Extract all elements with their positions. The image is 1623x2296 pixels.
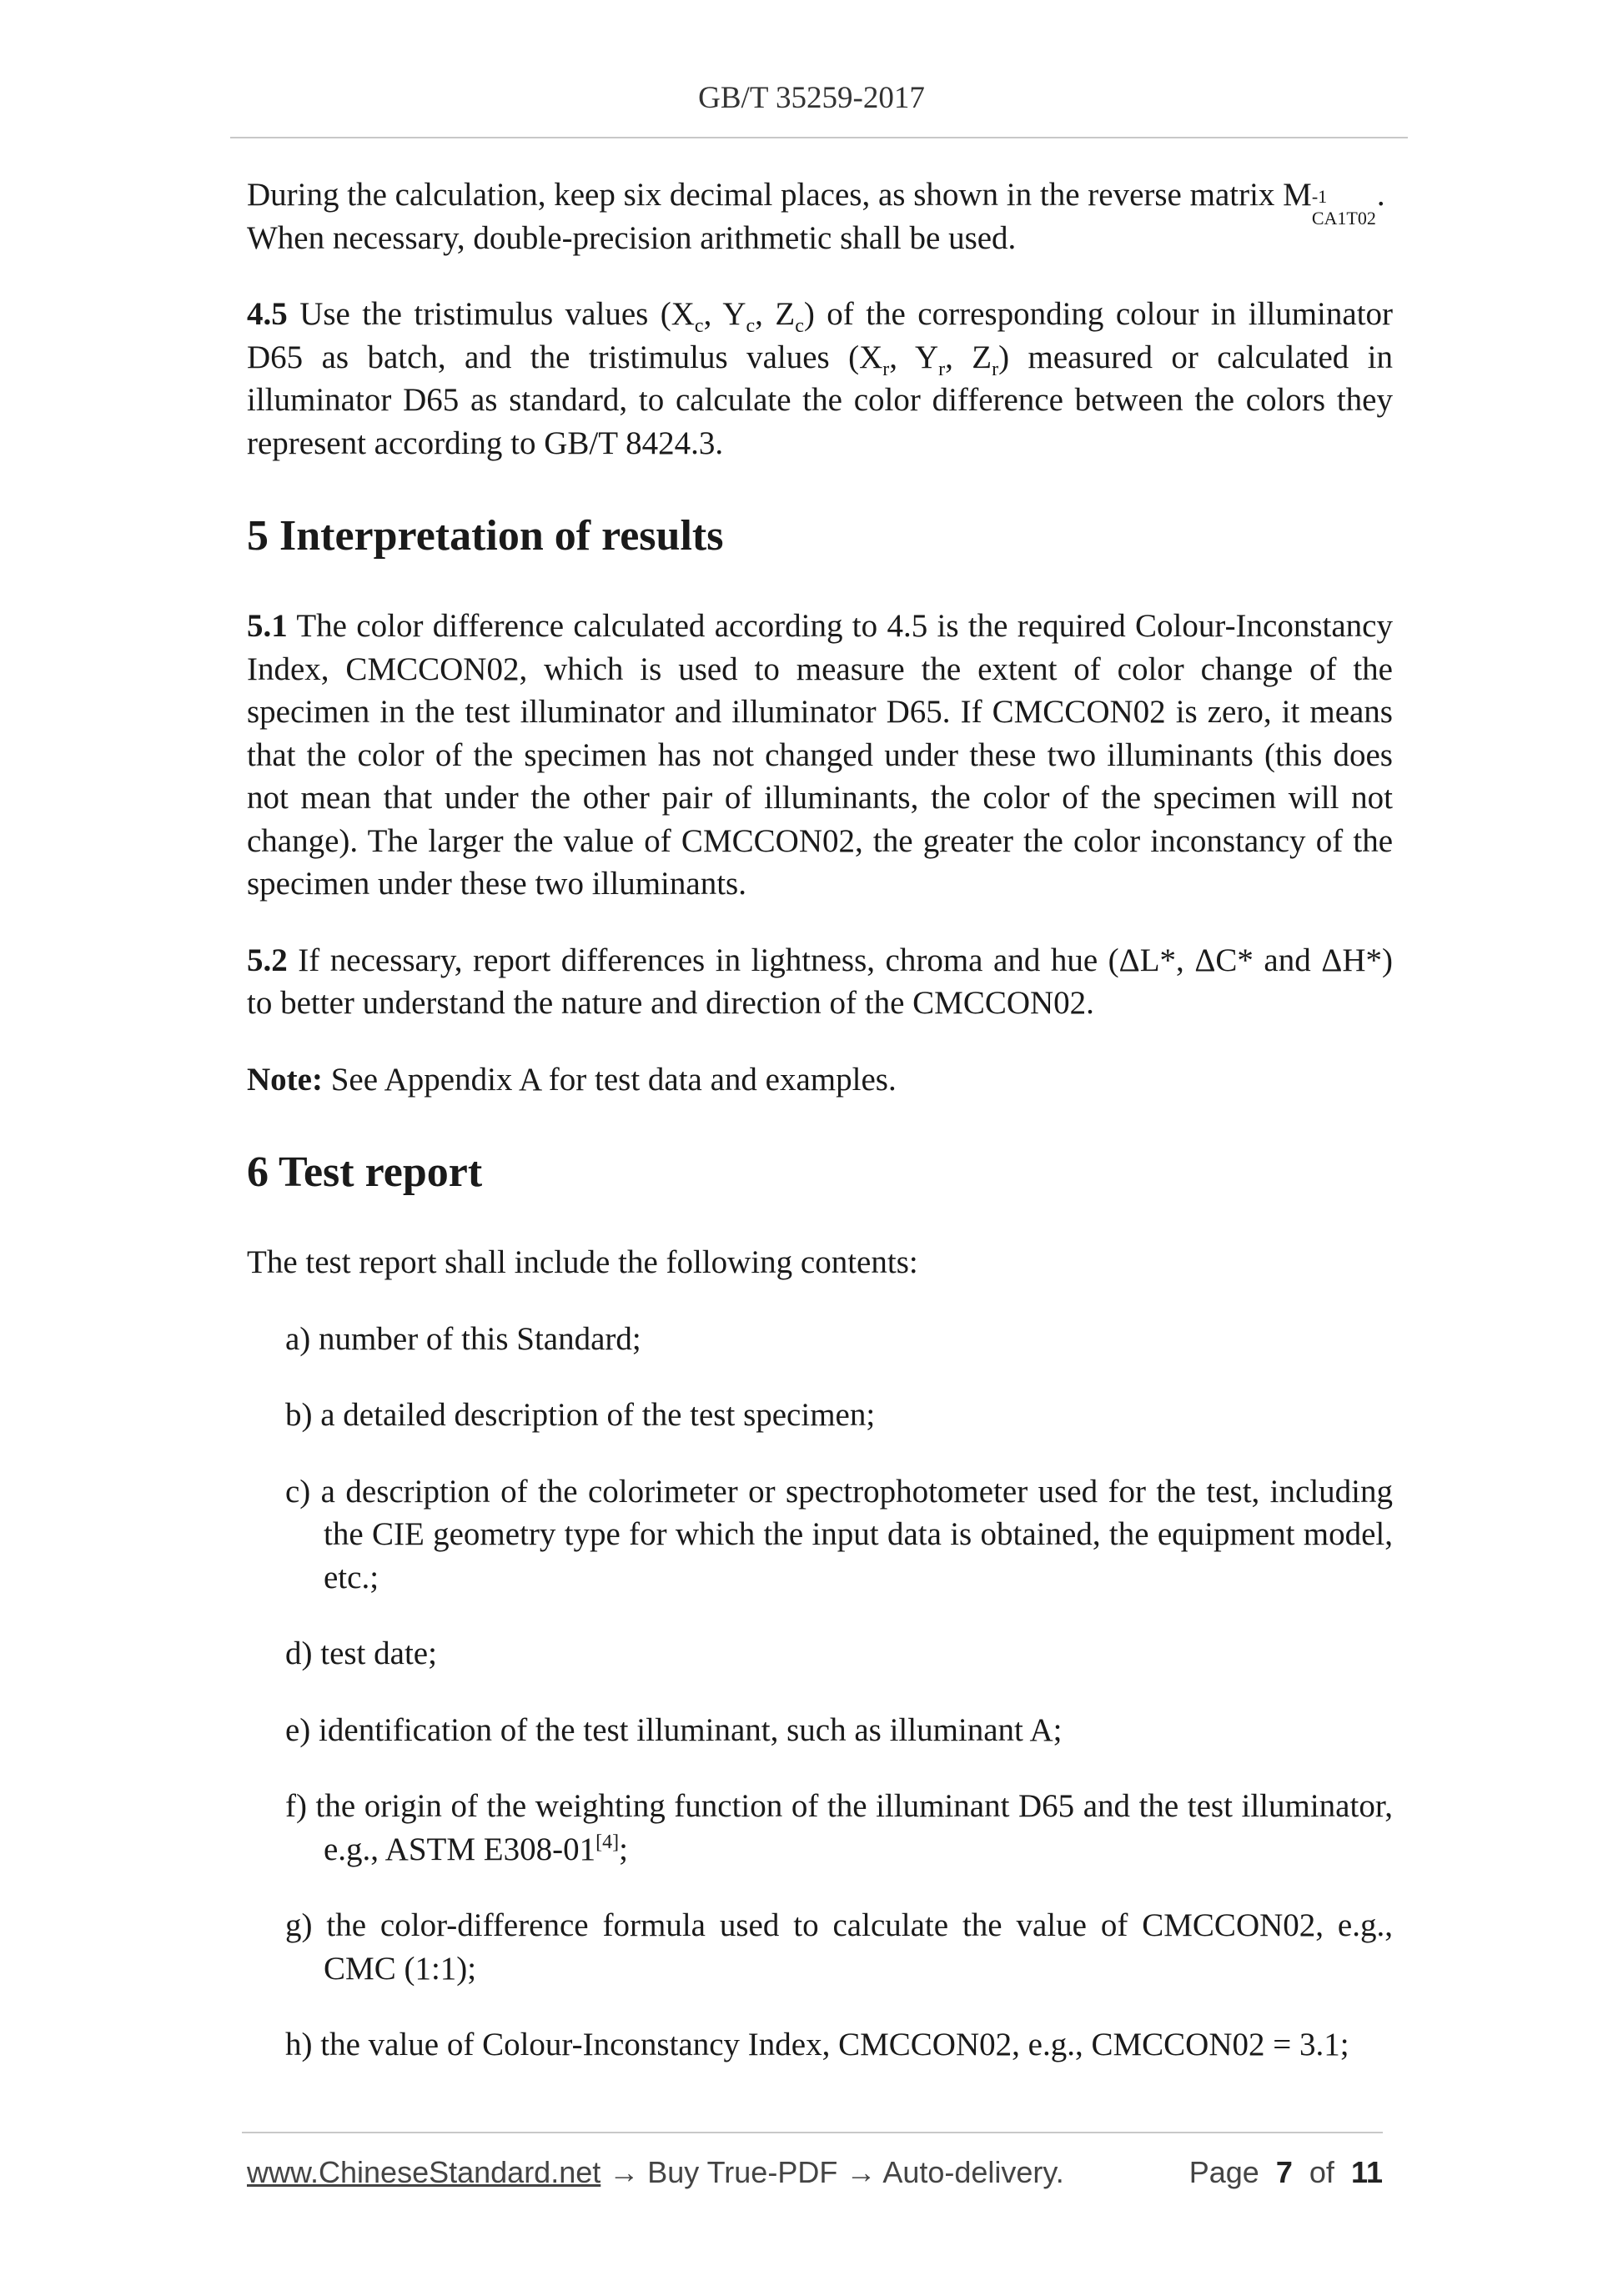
clause-number: 5.2 [247, 942, 288, 978]
subscript: c [746, 314, 756, 337]
reference-superscript: [4] [595, 1831, 620, 1853]
matrix-superscript: -1 [1311, 186, 1328, 207]
footer-left [247, 2155, 1064, 2190]
text-run: ) measured or calculated in illuminator D65 as standard, to calculate the color difference between the colors they represent according to GB/T 8424.3. [247, 339, 1394, 461]
calc-line2: When necessary, double-precision arithmetic shall be used. [247, 219, 1017, 256]
list-item: h) the value of Colour-Inconstancy Index, CMCCON02, e.g., CMCCON02 = 3.1; [285, 2027, 1349, 2062]
section-6-intro: The test report shall include the following contents: [247, 1244, 918, 1280]
paragraph-4-5 [247, 293, 1393, 465]
section-5-heading: 5 Interpretation of results [247, 512, 724, 560]
text-run: ) of the corresponding colour in illuminator D65 as batch, and the tristimulus values (X [247, 296, 1394, 375]
note-label: Note: [247, 1061, 323, 1098]
list-item: c) a description of the colorimeter or spectrophotometer used for the test, including the CIE geometry type for which the input data is obtained, the equipment model, etc.; [285, 1473, 1393, 1595]
list-item: d) test date; [285, 1635, 437, 1671]
page-total: 11 [1350, 2155, 1383, 2189]
text-run: f) the origin of the weighting function of the illuminant D65 and the test illuminator, e.g., ASTM E308-01 [285, 1788, 1393, 1867]
note-text: See Appendix A for test data and examples. [322, 1061, 897, 1098]
subscript: r [992, 358, 999, 380]
text-run: ; [619, 1831, 628, 1867]
page-label: Page [1188, 2155, 1259, 2189]
text-run: The color difference calculated according to 4.5 is the required Colour-Inconstancy Index, CMCCON02, which is used to measure the extent of color change of the specimen in the test illuminator and illuminator D65. If CMCCON02 is zero, it means that the color of the specimen has not changed under these two illuminants (this does not mean that under the other pair of illuminants, the color of the specimen will not change). The larger the value of CMCCON02, the greater the color inconstancy of the specimen under these two illuminants. [247, 608, 1393, 902]
list-item: b) a detailed description of the test specimen; [285, 1397, 876, 1433]
subscript: r [882, 358, 890, 380]
text-run: , Z [945, 339, 992, 375]
list-item [285, 1785, 1393, 1871]
subscript: c [694, 314, 704, 337]
of-label: of [1309, 2155, 1334, 2189]
text-run: , Y [889, 339, 939, 375]
clause-number: 5.1 [247, 608, 288, 644]
subscript: c [795, 314, 804, 337]
note-paragraph [247, 1058, 1393, 1102]
calc-period: . [1376, 177, 1385, 213]
clause-number: 4.5 [247, 296, 288, 332]
list-item: e) identification of the test illuminant, such as illuminant A; [285, 1711, 1063, 1748]
page-number: 7 [1275, 2155, 1293, 2189]
header-divider [230, 137, 1408, 138]
text-run: If necessary, report differences in lightness, chroma and hue (ΔL*, ΔC* and ΔH*) to better understand the nature and direction of the CMCCON02. [247, 942, 1393, 1021]
subscript: r [938, 358, 946, 380]
page-header: GB/T 35259-2017 [698, 81, 925, 115]
footer-tagline: → Buy True-PDF → Auto-delivery. [600, 2155, 1064, 2189]
section-6-heading: 6 Test report [247, 1148, 483, 1196]
footer-divider [242, 2132, 1383, 2133]
text-run: , Y [703, 296, 746, 332]
list-item: a) number of this Standard; [285, 1320, 641, 1357]
paragraph-5-2 [247, 939, 1393, 1025]
page-footer [247, 2155, 1383, 2197]
paragraph-5-1 [247, 605, 1393, 906]
page-body [247, 173, 1393, 2067]
matrix-subscript: CA1T02 [1311, 208, 1376, 229]
page-counter [1189, 2155, 1383, 2190]
matrix-scripts [1311, 186, 1376, 229]
calc-text: During the calculation, keep six decimal places, as shown in the reverse matrix M [247, 177, 1312, 213]
text-run: Use the tristimulus values (X [287, 296, 695, 332]
site-link[interactable]: www.ChineseStandard.net [247, 2155, 601, 2189]
paragraph-calculation [247, 173, 1393, 259]
list-item: g) the color-difference formula used to calculate the value of CMCCON02, e.g., CMC (1:1); [285, 1907, 1393, 1987]
text-run: , Z [755, 296, 796, 332]
